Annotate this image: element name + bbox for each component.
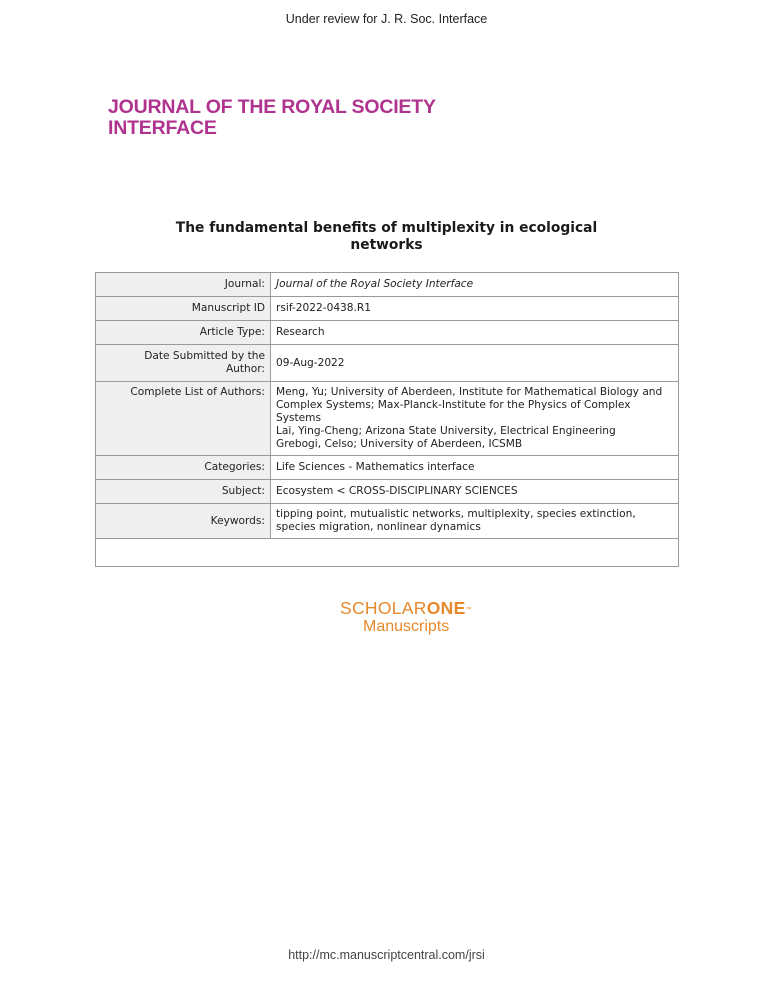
manuscript-id-label: Manuscript ID — [96, 297, 271, 321]
table-row-date-submitted — [96, 345, 679, 382]
journal-banner-line2: INTERFACE — [108, 117, 217, 139]
table-row-article-type — [96, 321, 679, 345]
scholarone-brand-part2: ONE — [426, 598, 466, 618]
article-type-value: Research — [271, 321, 679, 345]
journal-value: Journal of the Royal Society Interface — [271, 273, 679, 297]
header-note: Under review for J. R. Soc. Interface — [285, 12, 488, 26]
date-submitted-label-line1: Date Submitted by the — [144, 350, 265, 362]
table-row-empty — [96, 539, 679, 567]
subject-value: Ecosystem < CROSS-DISCIPLINARY SCIENCES — [271, 480, 679, 504]
categories-label: Categories: — [96, 456, 271, 480]
journal-banner-line1: JOURNAL OF THE ROYAL SOCIETY — [108, 96, 436, 118]
authors-label: Complete List of Authors: — [96, 382, 271, 456]
scholarone-brand — [340, 598, 472, 618]
scholarone-brand-part1: SCHOLAR — [340, 598, 427, 618]
journal-label: Journal: — [96, 273, 271, 297]
paper-title-line2: networks — [350, 237, 423, 253]
author-line: Systems — [276, 412, 322, 424]
table-row-authors — [96, 382, 679, 456]
keywords-line: tipping point, mutualistic networks, multiplexity, species extinction, — [276, 508, 636, 520]
categories-value: Life Sciences - Mathematics interface — [271, 456, 679, 480]
table-row-subject — [96, 480, 679, 504]
footer-url: http://mc.manuscriptcentral.com/jrsi — [288, 948, 485, 962]
subject-label: Subject: — [96, 480, 271, 504]
author-line: Lai, Ying-Cheng; Arizona State University, Electrical Engineering — [276, 425, 616, 437]
date-submitted-label-line2: Author: — [225, 363, 265, 375]
article-type-label: Article Type: — [96, 321, 271, 345]
manuscript-info-table — [95, 272, 679, 567]
scholarone-logo — [340, 598, 472, 636]
keywords-value — [271, 504, 679, 539]
paper-title — [150, 220, 623, 254]
empty-cell — [96, 539, 679, 567]
date-submitted-label — [96, 345, 271, 382]
author-line: Complex Systems; Max-Planck-Institute for the Physics of Complex — [276, 399, 631, 411]
scholarone-sub: Manuscripts — [363, 618, 450, 635]
table-row-categories — [96, 456, 679, 480]
date-submitted-value: 09-Aug-2022 — [271, 345, 679, 382]
manuscript-id-value: rsif-2022-0438.R1 — [271, 297, 679, 321]
table-row-keywords — [96, 504, 679, 539]
trademark-mark: ™ — [465, 607, 472, 613]
keywords-line: species migration, nonlinear dynamics — [276, 521, 481, 533]
author-line: Grebogi, Celso; University of Aberdeen, ICSMB — [276, 438, 523, 450]
journal-banner — [108, 97, 436, 139]
authors-value — [271, 382, 679, 456]
keywords-label: Keywords: — [96, 504, 271, 539]
table-row-journal — [96, 273, 679, 297]
table-row-manuscript-id — [96, 297, 679, 321]
author-line: Meng, Yu; University of Aberdeen, Institute for Mathematical Biology and — [276, 386, 663, 398]
paper-title-line1: The fundamental benefits of multiplexity in ecological — [175, 220, 598, 236]
